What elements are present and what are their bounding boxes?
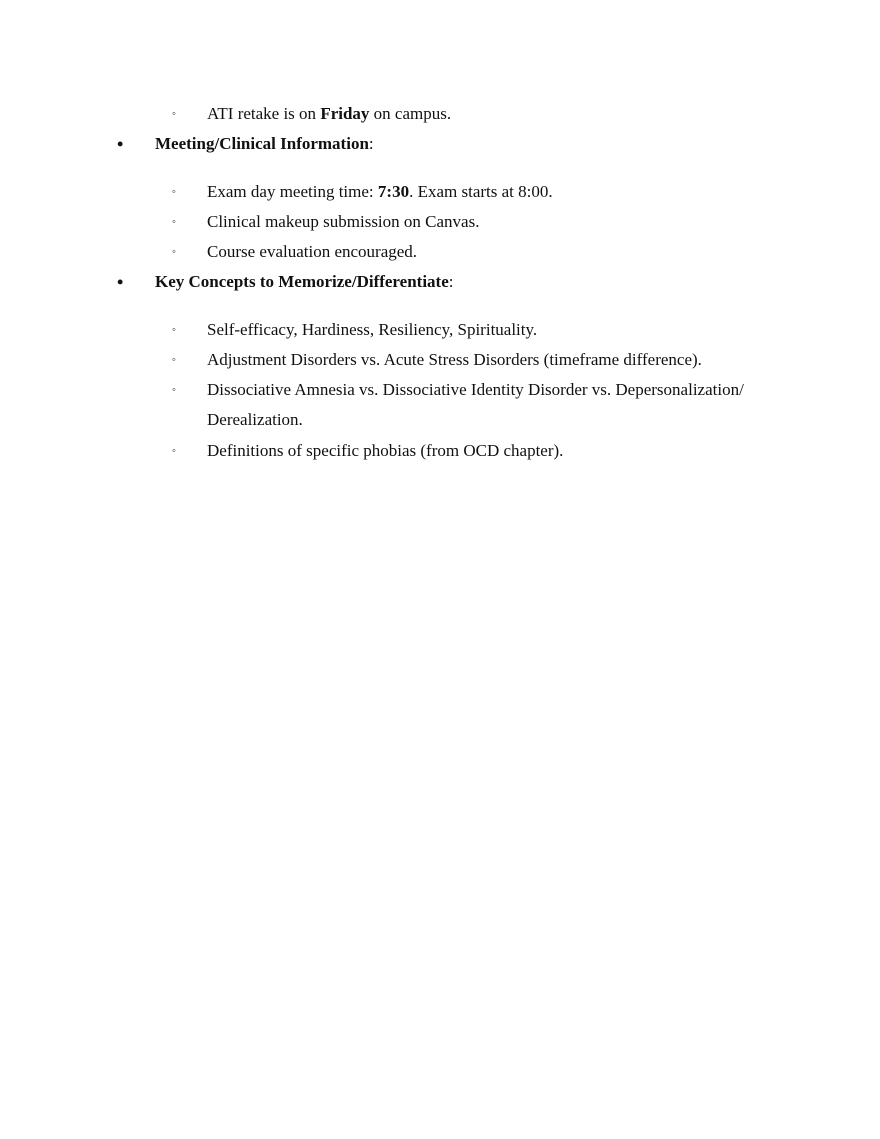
self-efficacy-text: Self-efficacy, Hardiness, Resiliency, Spirituality. bbox=[207, 320, 538, 339]
dissociative-text-line2: Derealization. bbox=[207, 410, 303, 429]
concepts-heading bbox=[155, 272, 454, 292]
sub-bullet-course-evaluation: ◦ bbox=[172, 246, 176, 258]
ati-retake-day: Friday bbox=[320, 104, 370, 123]
exam-day-time: 7:30 bbox=[377, 182, 410, 201]
ati-retake-suffix: on campus. bbox=[369, 104, 452, 123]
phobias-text: Definitions of specific phobias (from OCD chapter). bbox=[207, 441, 564, 460]
meeting-heading-label: Meeting/Clinical Information bbox=[155, 134, 369, 153]
exam-day-text bbox=[207, 182, 553, 202]
adjustment-text: Adjustment Disorders vs. Acute Stress Disorders (timeframe difference). bbox=[207, 350, 702, 369]
clinical-makeup-text: Clinical makeup submission on Canvas. bbox=[207, 212, 480, 231]
ati-retake-prefix: ATI retake is on bbox=[207, 104, 321, 123]
sub-bullet-phobias: ◦ bbox=[172, 445, 176, 457]
meeting-heading bbox=[155, 134, 374, 154]
ati-retake-text bbox=[207, 104, 451, 124]
sub-bullet-adjustment: ◦ bbox=[172, 354, 176, 366]
sub-bullet-self-efficacy: ◦ bbox=[172, 324, 176, 336]
concepts-heading-colon: : bbox=[448, 272, 454, 291]
course-evaluation-text: Course evaluation encouraged. bbox=[207, 242, 418, 261]
concepts-heading-label: Key Concepts to Memorize/Differentiate bbox=[155, 272, 449, 291]
main-bullet-concepts: • bbox=[117, 272, 124, 292]
meeting-heading-colon: : bbox=[368, 134, 374, 153]
sub-bullet-ati-retake: ◦ bbox=[172, 108, 176, 120]
sub-bullet-exam-day: ◦ bbox=[172, 186, 176, 198]
dissociative-text-line1: Dissociative Amnesia vs. Dissociative Identity Disorder vs. Depersonalization/ bbox=[207, 380, 744, 399]
exam-day-prefix: Exam day meeting time: bbox=[207, 182, 378, 201]
main-bullet-meeting: • bbox=[117, 134, 124, 154]
exam-day-suffix: . Exam starts at 8:00. bbox=[409, 182, 553, 201]
sub-bullet-clinical-makeup: ◦ bbox=[172, 216, 176, 228]
sub-bullet-dissociative: ◦ bbox=[172, 384, 176, 396]
